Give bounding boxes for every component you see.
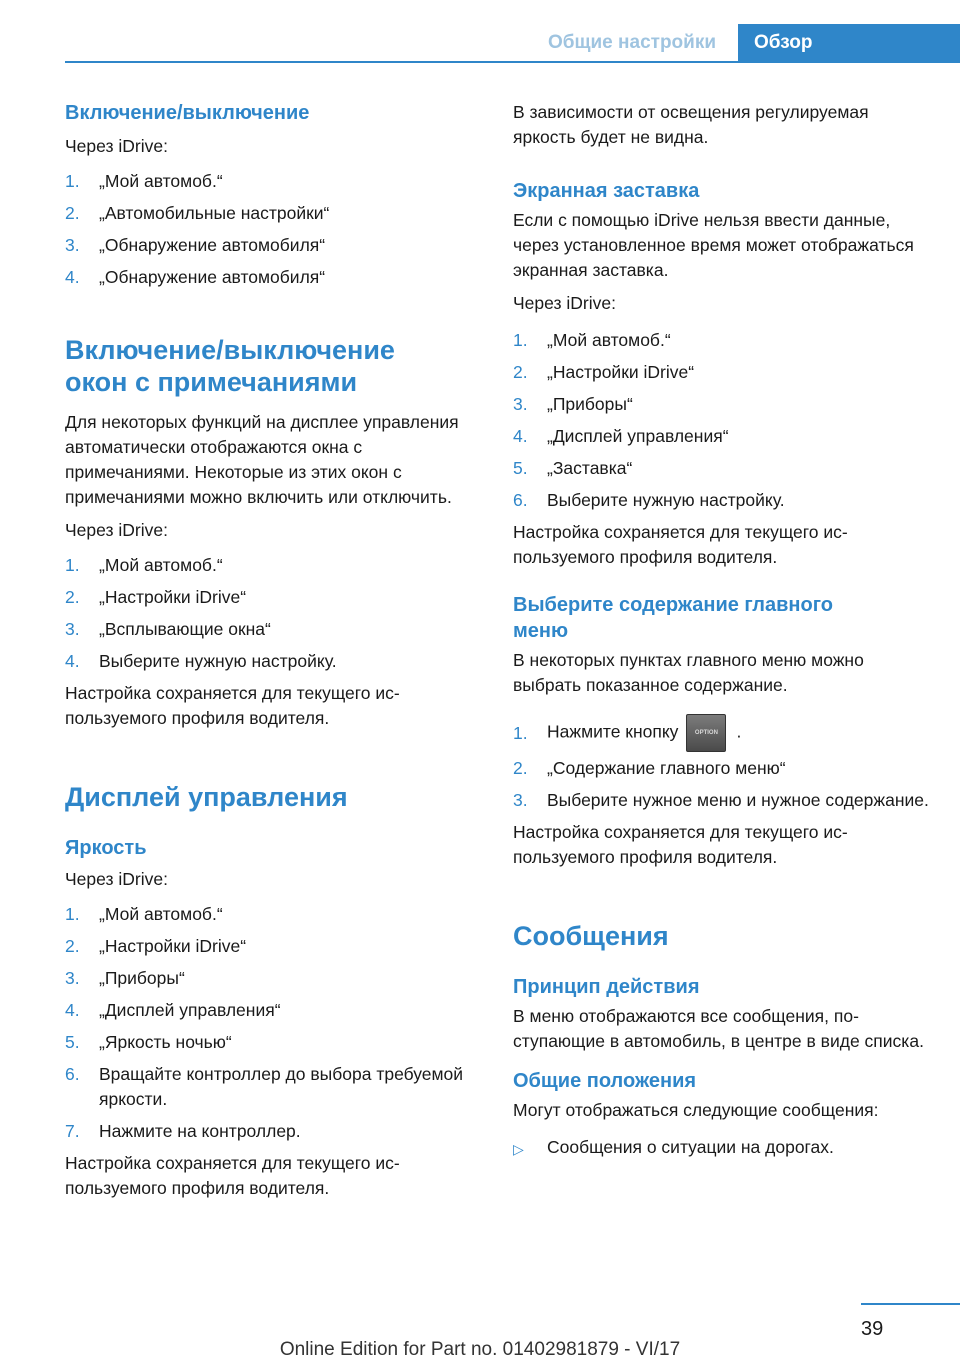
list-item: ▷ Сообщения о ситуации на дорогах.	[513, 1135, 933, 1162]
list-item: 3. „Всплывающие окна“	[65, 619, 271, 639]
step-text: Нажмите кнопку	[547, 721, 679, 742]
list-item: 3. „Обнаружение автомобиля“	[65, 235, 326, 255]
steps-list	[513, 714, 933, 813]
list-item: 2. „Настройки iDrive“	[65, 587, 247, 607]
list-item: 3. Выберите нужное меню и нужное содержание.	[513, 790, 929, 810]
subsection-title-screensaver: Экранная заставка	[513, 180, 700, 202]
section-title-messages: Сообщения	[513, 921, 669, 951]
via-idrive-label: Через iDrive:	[65, 520, 168, 540]
paragraph: В меню отображаются все сообщения, поступающие в автомобиль, в центре в виде списка.	[513, 1006, 924, 1051]
paragraph: В некоторых пунктах главного меню можно выбрать показанное содержание.	[513, 650, 864, 695]
right-column	[513, 100, 933, 1162]
list-item: 2. „Настройки iDrive“	[513, 362, 695, 382]
list-item: 1. „Мой автомоб.“	[65, 171, 223, 191]
paragraph: Для некоторых функций на дисплее управления автоматически отображаются окна с примечаниями. Некоторые из этих окон с примечаниями можно включить или отключить.	[65, 412, 459, 507]
subsection-title-brightness: Яркость	[65, 837, 147, 859]
profile-note: Настройка сохраняется для текущего используемого профиля водителя.	[513, 522, 848, 567]
via-idrive-label: Через iDrive:	[513, 293, 616, 313]
list-item: 3. „Приборы“	[513, 394, 633, 414]
tab-general-settings[interactable]: Общие настройки	[547, 31, 717, 53]
triangle-bullet-icon: ▷	[513, 1141, 524, 1157]
profile-note: Настройка сохраняется для текущего используемого профиля водителя.	[65, 683, 400, 728]
list-item: 4. „Обнаружение автомобиля“	[65, 267, 326, 287]
profile-note: Настройка сохраняется для текущего используемого профиля водителя.	[65, 1153, 400, 1198]
section-title-toggle: Включение/выключение	[65, 102, 310, 124]
steps-list	[513, 328, 933, 513]
list-item: 7. Нажмите на контроллер.	[65, 1121, 301, 1141]
list-item: 2. „Автомобильные настройки“	[65, 203, 330, 223]
list-item: 6. Вращайте контроллер до выбора требуемой яркости.	[65, 1064, 464, 1109]
option-button-icon: OPTION	[686, 714, 726, 752]
list-item: 6. Выберите нужную настройку.	[513, 490, 785, 510]
header-rule	[65, 61, 960, 63]
steps-list	[65, 553, 485, 674]
tab-overview[interactable]: Обзор	[738, 24, 960, 62]
section-title-notes-line2: окон с примечаниями	[65, 367, 358, 397]
list-item: 2. „Настройки iDrive“	[65, 936, 247, 956]
list-item: 4. „Дисплей управления“	[513, 426, 729, 446]
list-item: 1. „Мой автомоб.“	[65, 904, 223, 924]
section-title-notes-line1: Включение/выключение	[65, 335, 395, 365]
list-item: 2. „Содержание главного меню“	[513, 758, 786, 778]
subsection-title-main-menu: Выберите содержание главного меню	[513, 594, 833, 642]
section-title-control-display: Дисплей управления	[65, 782, 348, 812]
paragraph: Могут отображаться следующие сообщения:	[513, 1100, 879, 1120]
via-idrive-label: Через iDrive:	[65, 136, 168, 156]
footer-rule	[861, 1303, 960, 1305]
paragraph: Если с помощью iDrive нельзя ввести данные, через установленное время может отображаться экранная заставка.	[513, 210, 914, 280]
list-item: 5. „Заставка“	[513, 458, 633, 478]
subsection-title-general: Общие положения	[513, 1070, 697, 1092]
paragraph: В зависимости от освещения регулируемая яркость будет не видна.	[513, 102, 869, 147]
list-item: 3. „Приборы“	[65, 968, 185, 988]
list-item: 4. „Дисплей управления“	[65, 1000, 281, 1020]
steps-list	[65, 169, 485, 290]
bullet-list	[513, 1135, 933, 1162]
list-item: 4. Выберите нужную настройку.	[65, 651, 337, 671]
via-idrive-label: Через iDrive:	[65, 869, 168, 889]
list-item: 1. „Мой автомоб.“	[513, 330, 671, 350]
list-item: 1. „Мой автомоб.“	[65, 555, 223, 575]
profile-note: Настройка сохраняется для текущего используемого профиля водителя.	[513, 822, 848, 867]
list-item: 5. „Яркость ночью“	[65, 1032, 232, 1052]
steps-list	[65, 902, 485, 1144]
edition-footer: Online Edition for Part no. 01402981879 - VI/17	[279, 1339, 681, 1360]
page-number: 39	[861, 1318, 884, 1340]
list-item: 1. Нажмите кнопку OPTION .	[513, 714, 933, 752]
subsection-title-principle: Принцип действия	[513, 976, 700, 998]
left-column	[65, 100, 485, 1201]
